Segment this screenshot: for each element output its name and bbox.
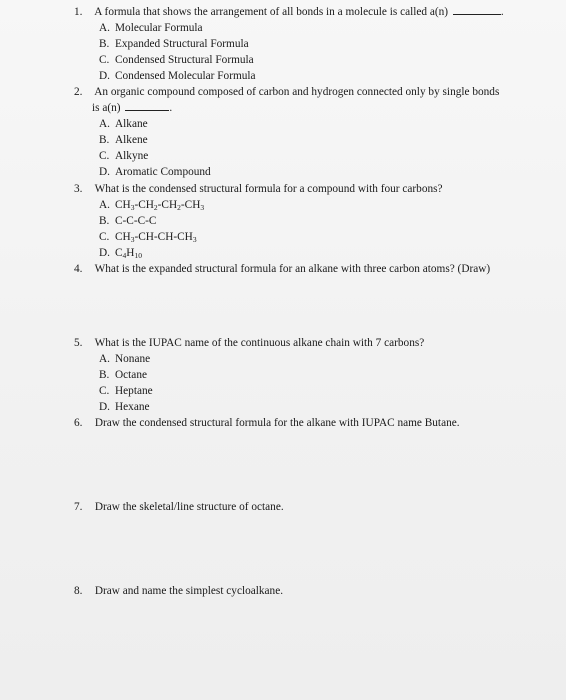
option-text: Alkyne [115, 150, 149, 162]
answer-blank [453, 4, 501, 15]
question-2-line2 [92, 100, 172, 116]
option-letter: C. [99, 231, 110, 243]
option-letter: D. [99, 401, 110, 413]
question-6 [74, 415, 460, 431]
question-8 [74, 583, 283, 599]
option-1a [99, 20, 203, 36]
option-text: Nonane [115, 353, 151, 365]
option-letter: A. [99, 118, 110, 130]
option-5c [99, 383, 153, 399]
option-text: Condensed Structural Formula [115, 54, 254, 66]
option-letter: D. [99, 166, 110, 178]
option-letter: B. [99, 38, 110, 50]
question-number: 1. [74, 6, 83, 18]
question-tail: . [500, 6, 504, 18]
question-number: 5. [74, 337, 83, 349]
option-text: Condensed Molecular Formula [115, 70, 256, 82]
question-number: 4. [74, 263, 83, 275]
question-text: What is the condensed structural formula for a compound with four carbons? [94, 183, 443, 195]
option-text: Expanded Structural Formula [115, 38, 249, 50]
question-4 [74, 261, 490, 277]
option-3c [99, 229, 197, 245]
question-2 [74, 84, 499, 100]
question-text: What is the IUPAC name of the continuous alkane chain with 7 carbons? [94, 337, 425, 349]
option-text: Molecular Formula [115, 22, 203, 34]
option-1b [99, 36, 249, 52]
question-1 [74, 4, 504, 20]
answer-blank [125, 100, 169, 111]
option-text: Alkene [115, 134, 148, 146]
question-number: 6. [74, 417, 83, 429]
option-3d [99, 245, 142, 261]
option-text: Heptane [115, 385, 153, 397]
option-2c [99, 148, 148, 164]
option-letter: A. [99, 353, 110, 365]
formula-c4h10: $C_4H_{10}$ [115, 247, 142, 260]
option-2b [99, 132, 148, 148]
option-text: Hexane [115, 401, 150, 413]
option-1d [99, 68, 256, 84]
option-5d [99, 399, 150, 415]
option-letter: B. [99, 215, 110, 227]
question-text: An organic compound composed of carbon and hydrogen connected only by single bonds [94, 86, 500, 98]
option-2d [99, 164, 211, 180]
question-tail: . [169, 102, 173, 114]
option-letter: B. [99, 369, 110, 381]
question-text: Draw and name the simplest cycloalkane. [94, 585, 284, 597]
option-1c [99, 52, 254, 68]
question-text: A formula that shows the arrangement of all bonds in a molecule is called a(n) [94, 6, 449, 18]
option-5a [99, 351, 150, 367]
option-text: Alkane [115, 118, 148, 130]
question-number: 3. [74, 183, 83, 195]
option-letter: C. [99, 150, 110, 162]
question-number: 2. [74, 86, 83, 98]
option-letter: D. [99, 247, 110, 259]
question-text: Draw the skeletal/line structure of octane. [94, 501, 284, 513]
option-text: C-C-C-C [115, 215, 157, 227]
question-text: What is the expanded structural formula for an alkane with three carbon atoms? (Draw) [94, 263, 491, 275]
option-3a [99, 197, 204, 213]
question-7 [74, 499, 284, 515]
option-letter: C. [99, 385, 110, 397]
formula-ch3-ch-ch-ch3: $CH_3-CH-CH-CH_3$ [115, 231, 197, 244]
question-3 [74, 181, 443, 197]
option-5b [99, 367, 147, 383]
option-2a [99, 116, 148, 132]
question-text: Draw the condensed structural formula for the alkane with IUPAC name Butane. [94, 417, 460, 429]
option-3b [99, 213, 156, 229]
option-letter: A. [99, 199, 110, 211]
question-text-continued: is a(n) [92, 102, 121, 114]
option-letter: B. [99, 134, 110, 146]
option-letter: C. [99, 54, 110, 66]
option-letter: A. [99, 22, 110, 34]
option-letter: D. [99, 70, 110, 82]
question-number: 8. [74, 585, 83, 597]
formula-ch3-ch2-ch2-ch3: $CH_3-CH_2-CH_2-CH_3$ [115, 199, 205, 212]
option-text: Aromatic Compound [115, 166, 211, 178]
option-text: Octane [115, 369, 147, 381]
question-5 [74, 335, 424, 351]
question-number: 7. [74, 501, 83, 513]
